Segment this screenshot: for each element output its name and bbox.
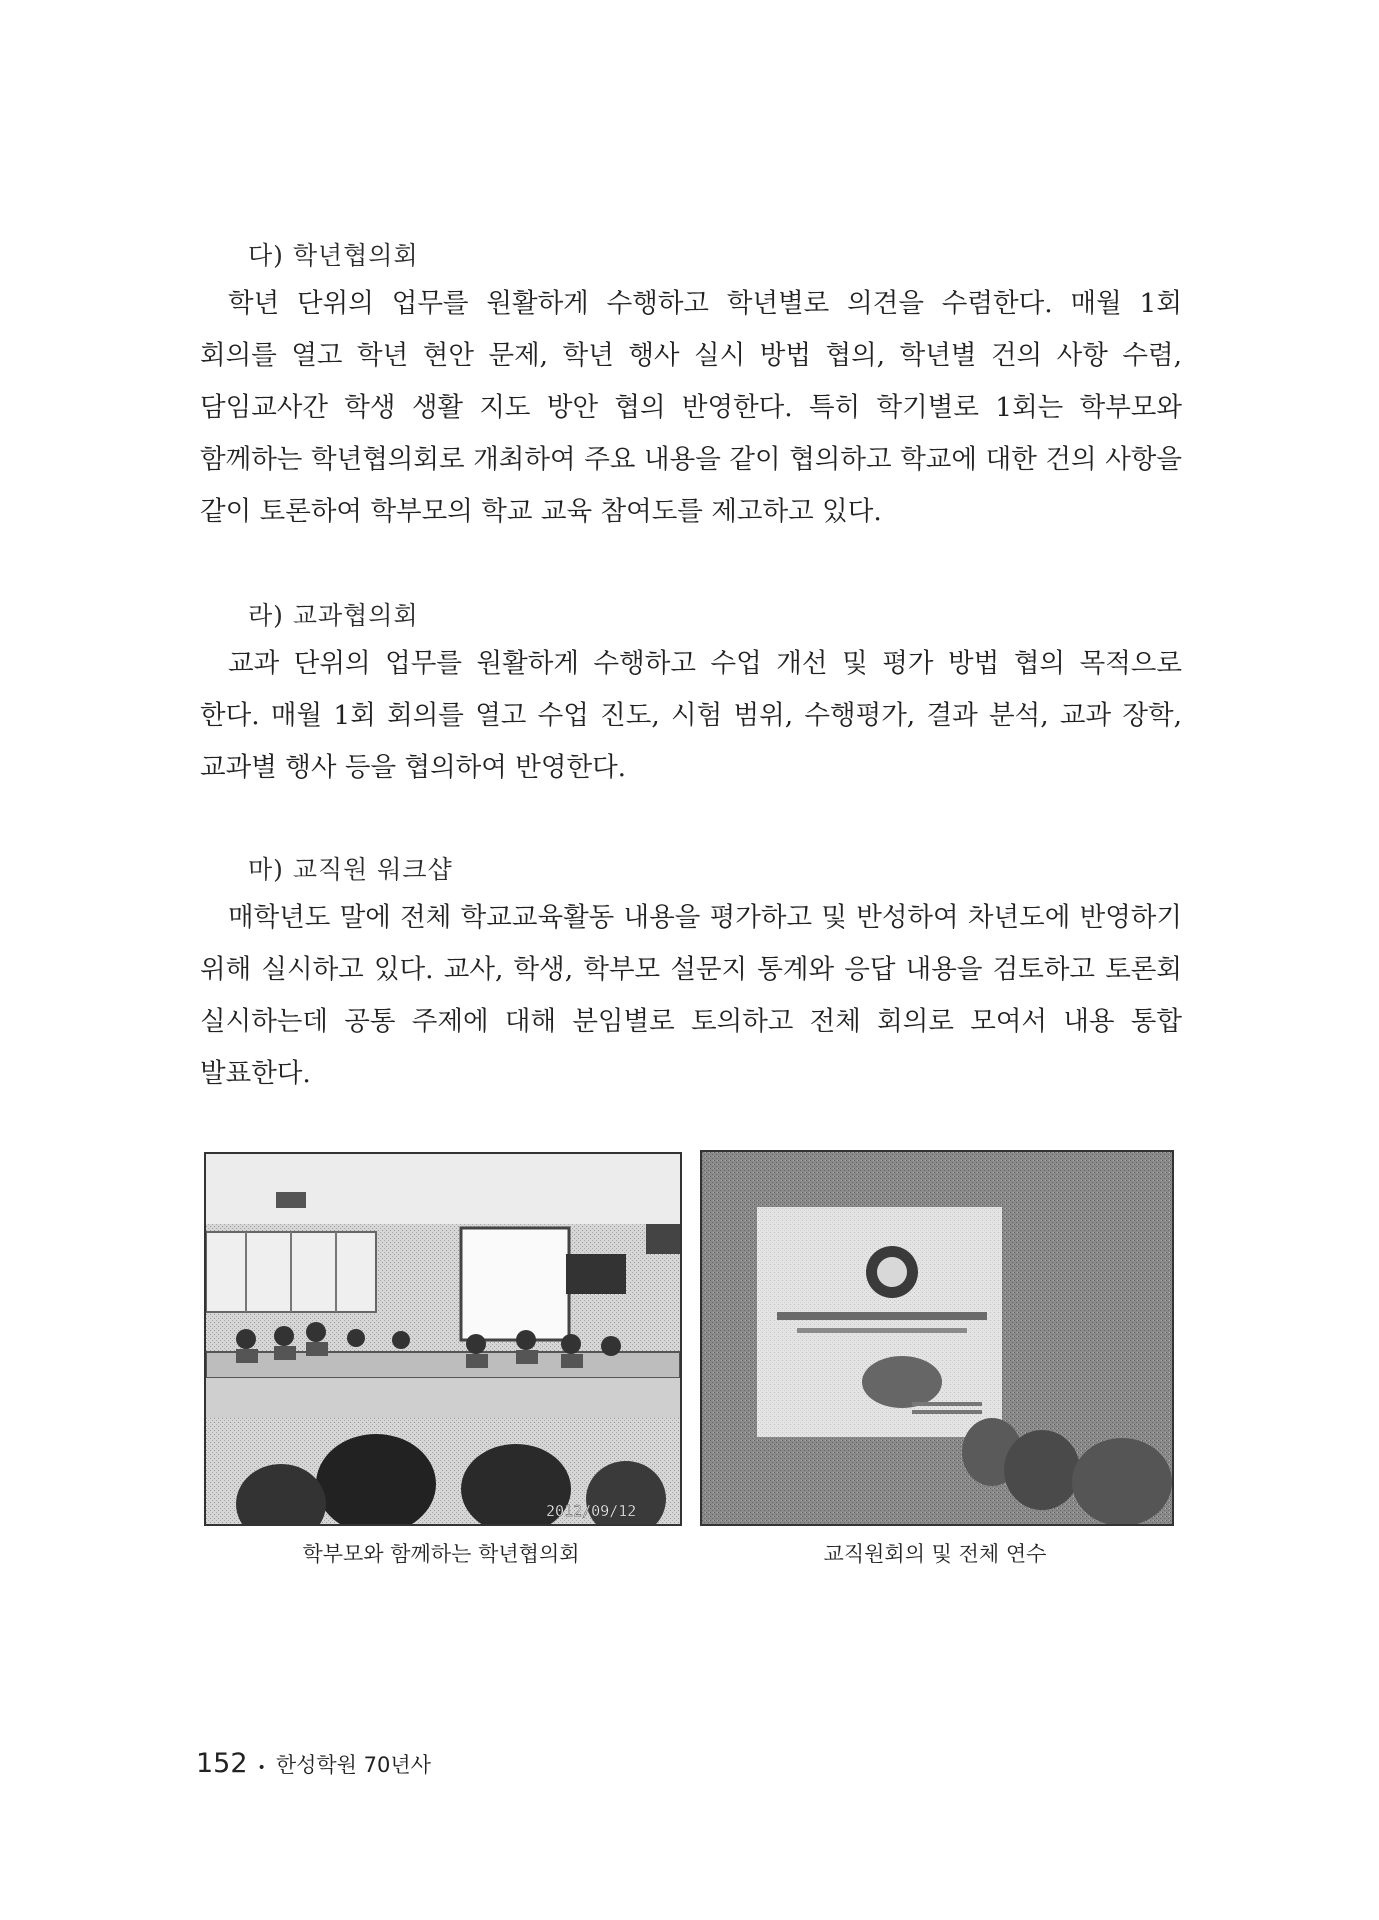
photo-date-stamp: 2012/09/12 <box>546 1502 637 1520</box>
section-heading-grade-council: 다) 학년협의회 <box>248 241 419 270</box>
meeting-room-illustration <box>206 1154 680 1524</box>
section-heading-subject-council: 라) 교과협의회 <box>248 601 419 630</box>
section-body-text: 학년 단위의 업무를 원활하게 수행하고 학년별로 의견을 수렴한다. 매월 1회 회의를 열고 학년 현안 문제, 학년 행사 실시 방법 협의, 학년별 건의 사항 수렴, 담임교사간 학생 생활 지도 방안 협의 반영한다. 특히 학기별로 1회는 학부모와 함께하는 학년협의회로 개최하여 주요 내용을 같이 협의하고 학교에 대한 건의 사항을 같이 토론하여 학부모의 학교 교육 참여도를 제고하고 있다. <box>200 288 1182 527</box>
section-body-staff-workshop <box>200 892 1182 1100</box>
section-body-subject-council <box>200 638 1182 794</box>
book-title: 한성학원 70년사 <box>275 1753 431 1777</box>
page-number: 152 <box>196 1748 248 1779</box>
section-heading-staff-workshop: 마) 교직원 워크샵 <box>248 855 453 884</box>
section-body-text: 매학년도 말에 전체 학교교육활동 내용을 평가하고 및 반성하여 차년도에 반영하기 위해 실시하고 있다. 교사, 학생, 학부모 설문지 통계와 응답 내용을 검토하고 토론회 실시하는데 공통 주제에 대해 분임별로 토의하고 전체 회의로 모여서 내용 통합 발표한다. <box>200 902 1182 1089</box>
footer-separator: • <box>257 1759 266 1776</box>
photo-grade-council-meeting <box>204 1152 682 1526</box>
photo-staff-training <box>700 1150 1174 1526</box>
page-footer <box>196 1748 431 1779</box>
presentation-illustration <box>702 1152 1172 1524</box>
photo-caption-staff-training: 교직원회의 및 전체 연수 <box>823 1542 1047 1566</box>
section-body-grade-council <box>200 278 1182 538</box>
photo-caption-grade-council: 학부모와 함께하는 학년협의회 <box>302 1542 580 1566</box>
section-body-text: 교과 단위의 업무를 원활하게 수행하고 수업 개선 및 평가 방법 협의 목적으로 한다. 매월 1회 회의를 열고 수업 진도, 시험 범위, 수행평가, 결과 분석, 교과 장학, 교과별 행사 등을 협의하여 반영한다. <box>200 648 1182 783</box>
